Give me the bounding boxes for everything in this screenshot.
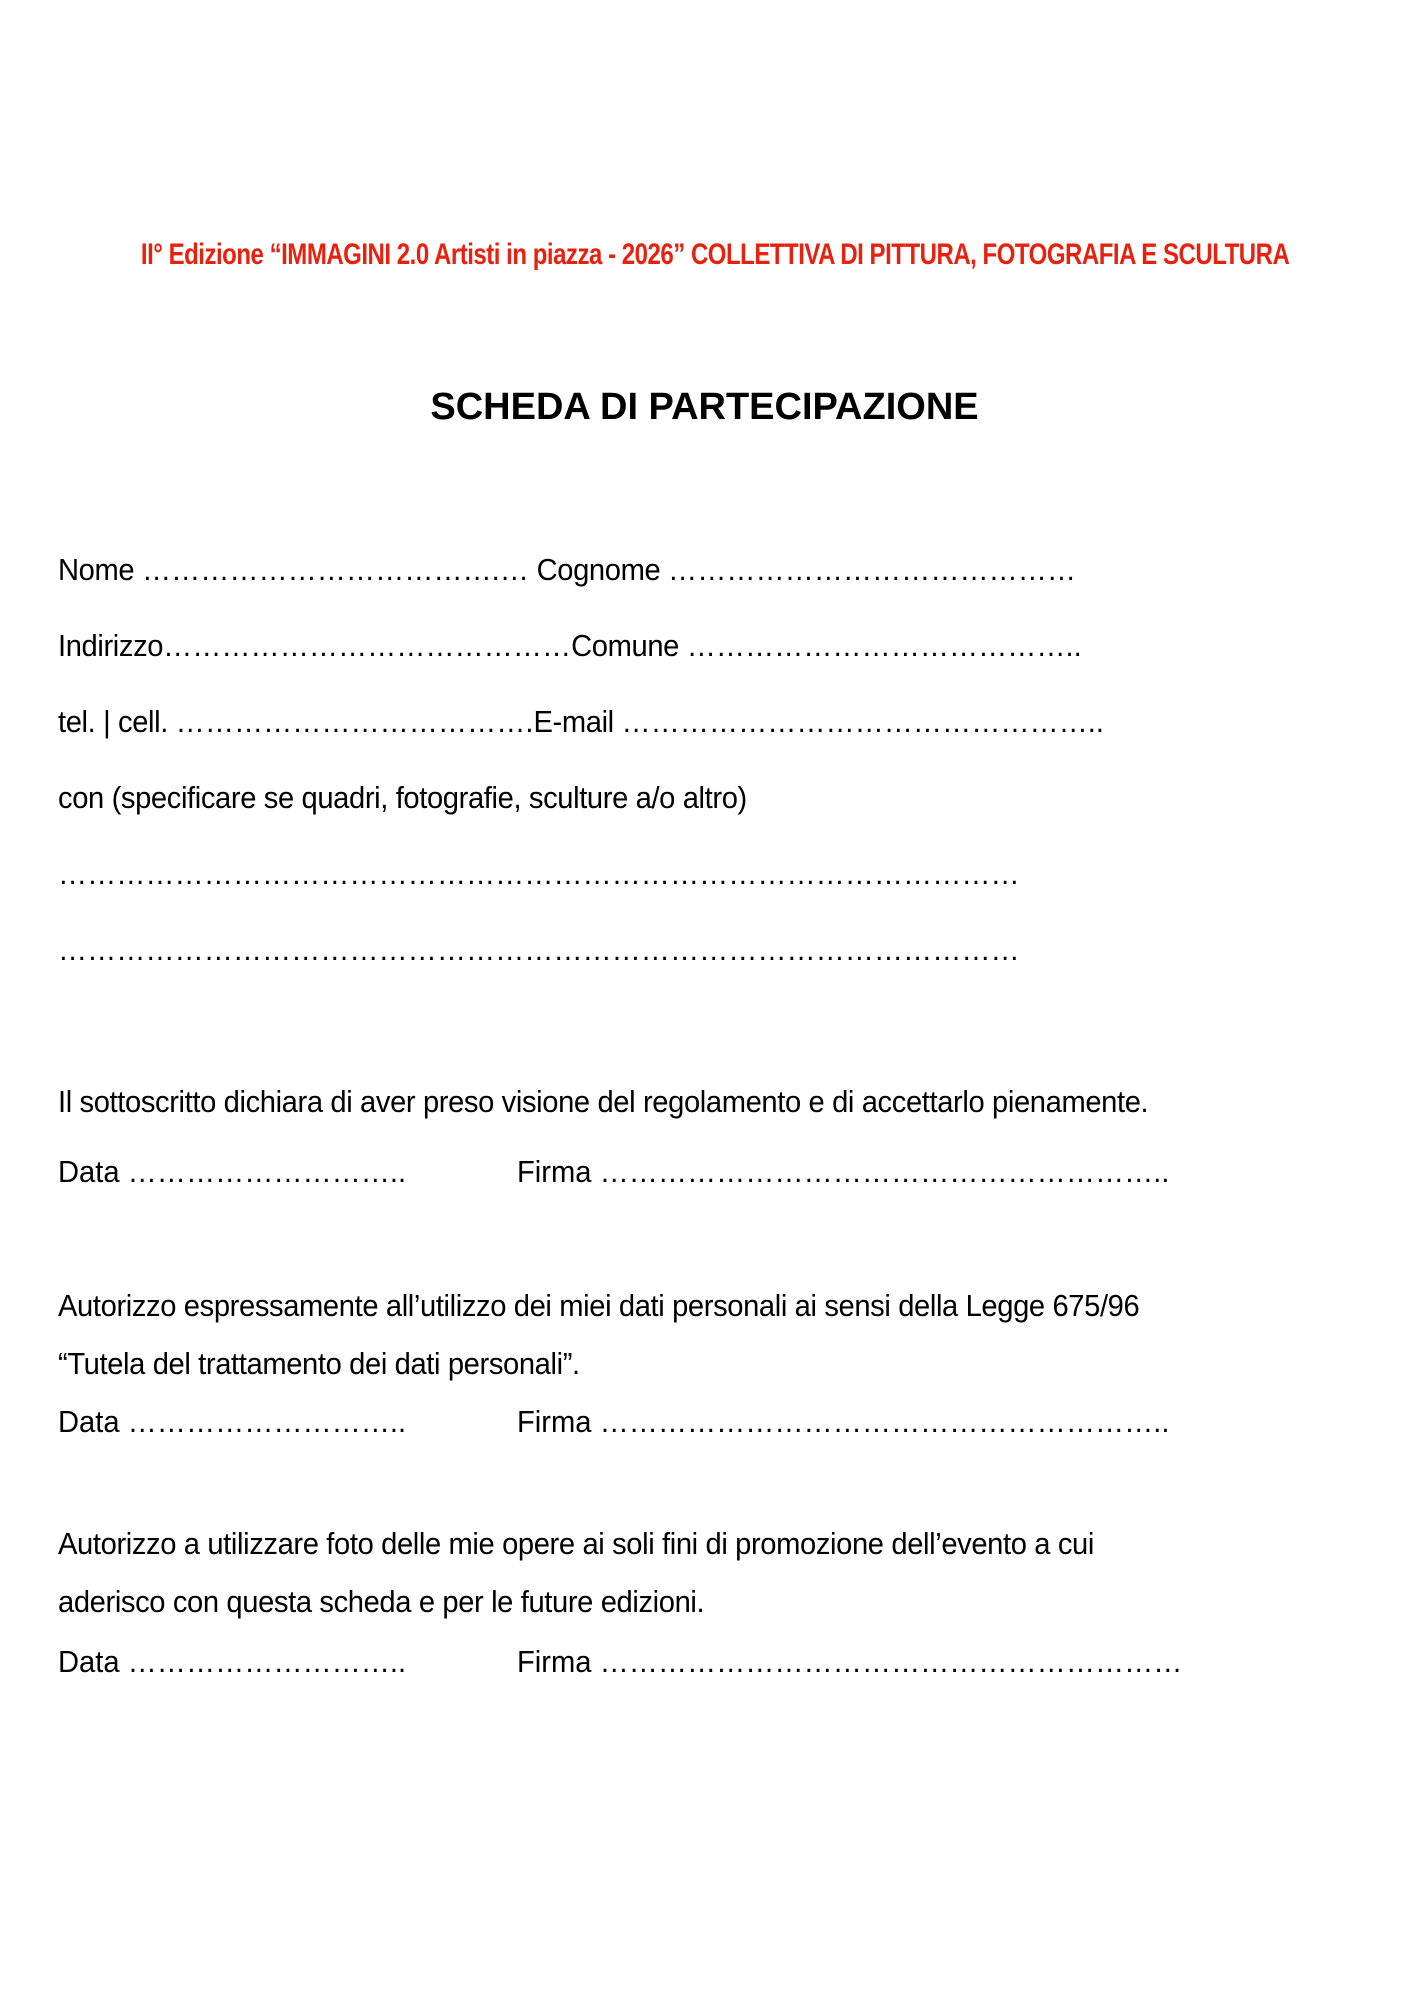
firma-label: Firma (517, 1154, 592, 1189)
data-field[interactable] (58, 1154, 406, 1190)
data-label: Data (58, 1404, 120, 1439)
data-label: Data (58, 1644, 120, 1679)
event-title: II° Edizione “IMMAGINI 2.0 Artisti in piazza - 2026” COLLETTIVA DI PITTURA, FOTOGRAFIA E SCULTURA (140, 238, 1290, 271)
data-field[interactable] (58, 1404, 406, 1440)
data-dots[interactable]: ……………………….. (127, 1644, 407, 1679)
declaration-regolamento-text: Il sottoscritto dichiara di aver preso visione del regolamento e di accettarlo pienamente. (58, 1084, 1149, 1119)
declaration-privacy-text-2: “Tutela del trattamento dei dati personali”. (58, 1346, 580, 1381)
data-label: Data (58, 1154, 120, 1189)
works-field-line-1[interactable]: ……………………………………………………………………………………… (58, 856, 1020, 891)
comune-label: Comune (571, 628, 679, 663)
email-field[interactable]: ………………………………………….. (621, 704, 1104, 739)
declaration-privacy-signature-row (0, 1404, 1409, 1444)
declaration-photo-text-2: aderisco con questa scheda e per le future edizioni. (58, 1584, 705, 1619)
firma-label: Firma (517, 1644, 592, 1679)
cognome-label: Cognome (536, 552, 661, 587)
data-field[interactable] (58, 1644, 406, 1680)
data-dots[interactable]: ……………………….. (127, 1154, 407, 1189)
works-field-line-2[interactable]: ……………………………………………………………………………………… (58, 932, 1020, 967)
firma-dots[interactable]: ………………………………………………….. (599, 1404, 1170, 1439)
indirizzo-field[interactable]: …………………………………… (163, 628, 572, 663)
cognome-field[interactable]: …………………………………… (668, 552, 1077, 587)
declaration-photo-signature-row (0, 1644, 1409, 1684)
tel-field[interactable]: ………………………………. (175, 704, 534, 739)
declaration-regolamento-signature-row (0, 1154, 1409, 1194)
email-label: E-mail (533, 704, 614, 739)
firma-dots[interactable]: …………………………………………………… (599, 1644, 1183, 1679)
declaration-photo-text-1: Autorizzo a utilizzare foto delle mie opere ai soli fini di promozione dell’evento a cui (58, 1526, 1094, 1561)
declaration-privacy-text-1: Autorizzo espressamente all’utilizzo dei miei dati personali ai sensi della Legge 675/96 (58, 1288, 1140, 1323)
firma-field[interactable] (517, 1404, 1169, 1440)
name-surname-row (58, 552, 1076, 588)
firma-field[interactable] (517, 1154, 1169, 1190)
firma-label: Firma (517, 1404, 592, 1439)
indirizzo-label: Indirizzo (58, 628, 164, 663)
tel-label: tel. | cell. (58, 704, 168, 739)
nome-label: Nome (58, 552, 135, 587)
data-dots[interactable]: ……………………….. (127, 1404, 407, 1439)
form-title: SCHEDA DI PARTECIPAZIONE (430, 386, 979, 428)
comune-field[interactable]: ………………………………….. (686, 628, 1082, 663)
works-label: con (specificare se quadri, fotografie, sculture a/o altro) (58, 780, 747, 815)
contact-row (58, 704, 1104, 740)
nome-field[interactable]: ……………………………….… (141, 552, 529, 587)
firma-field[interactable] (517, 1644, 1182, 1680)
address-row (58, 628, 1082, 664)
firma-dots[interactable]: ………………………………………………….. (599, 1154, 1170, 1189)
